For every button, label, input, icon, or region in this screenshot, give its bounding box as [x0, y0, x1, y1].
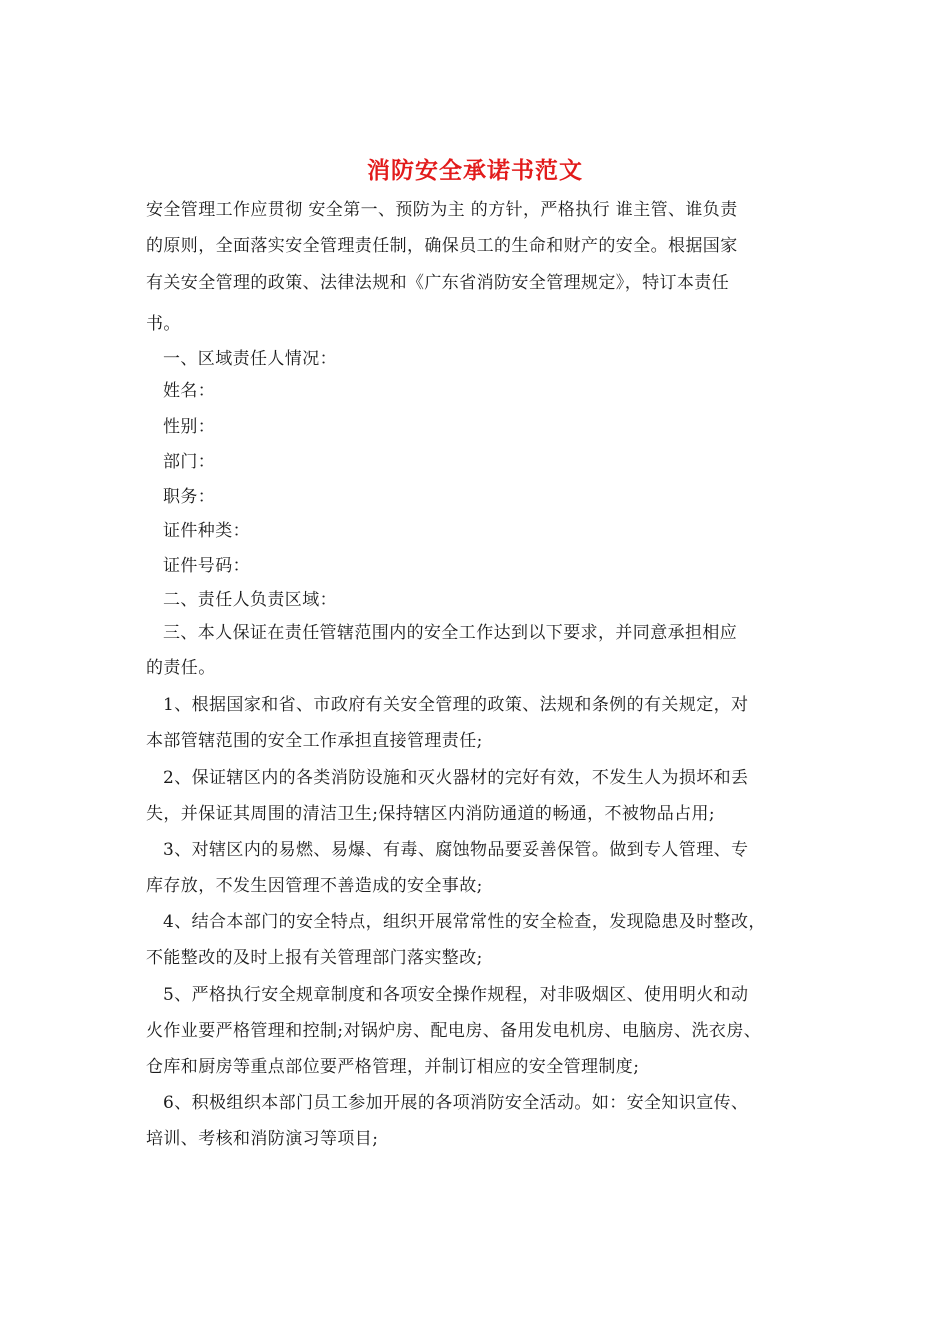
- list-item-2-cont: 失，并保证其周围的清洁卫生;保持辖区内消防通道的畅通，不被物品占用;: [146, 804, 716, 824]
- section-heading-2: 二、责任人负责区域：: [163, 590, 337, 610]
- list-item-1: 1、根据国家和省、市政府有关安全管理的政策、法规和条例的有关规定，对: [163, 695, 749, 715]
- list-item-6-cont: 培训、考核和消防演习等项目;: [146, 1129, 379, 1149]
- list-item-4-cont: 不能整改的及时上报有关管理部门落实整改;: [146, 948, 483, 968]
- document-title: 消防安全承诺书范文: [367, 157, 583, 184]
- list-item-5-cont: 仓库和厨房等重点部位要严格管理，并制订相应的安全管理制度;: [146, 1057, 640, 1077]
- list-item-2: 2、保证辖区内的各类消防设施和灭火器材的完好有效，不发生人为损坏和丢: [163, 768, 749, 788]
- field-position: 职务：: [163, 487, 216, 507]
- intro-line: 书。: [146, 314, 181, 334]
- field-department: 部门：: [163, 452, 216, 472]
- field-name: 姓名：: [163, 381, 216, 401]
- list-item-6: 6、积极组织本部门员工参加开展的各项消防安全活动。如：安全知识宣传、: [163, 1093, 749, 1113]
- intro-line: 有关安全管理的政策、法律法规和《广东省消防安全管理规定》，特订本责任: [146, 273, 730, 293]
- section-3-line: 的责任。: [146, 658, 216, 678]
- intro-line: 的原则，全面落实安全管理责任制，确保员工的生命和财产的安全。根据国家: [146, 236, 738, 256]
- section-heading-3: 三、本人保证在责任管辖范围内的安全工作达到以下要求，并同意承担相应: [163, 623, 738, 643]
- list-item-4: 4、结合本部门的安全特点，组织开展常常性的安全检查，发现隐患及时整改，: [163, 912, 766, 932]
- intro-line: 安全管理工作应贯彻 安全第一、预防为主 的方针，严格执行 谁主管、谁负责: [146, 200, 738, 220]
- list-item-3-cont: 库存放，不发生因管理不善造成的安全事故;: [146, 876, 483, 896]
- list-item-5: 5、严格执行安全规章制度和各项安全操作规程，对非吸烟区、使用明火和动: [163, 985, 749, 1005]
- section-heading-1: 一、区域责任人情况：: [163, 349, 337, 369]
- field-gender: 性别：: [163, 417, 216, 437]
- list-item-5-cont: 火作业要严格管理和控制;对锅炉房、配电房、备用发电机房、电脑房、洗衣房、: [146, 1021, 762, 1041]
- field-id-number: 证件号码：: [163, 556, 250, 576]
- field-id-type: 证件种类：: [163, 521, 250, 541]
- list-item-3: 3、对辖区内的易燃、易爆、有毒、腐蚀物品要妥善保管。做到专人管理、专: [163, 840, 749, 860]
- list-item-1-cont: 本部管辖范围的安全工作承担直接管理责任;: [146, 731, 483, 751]
